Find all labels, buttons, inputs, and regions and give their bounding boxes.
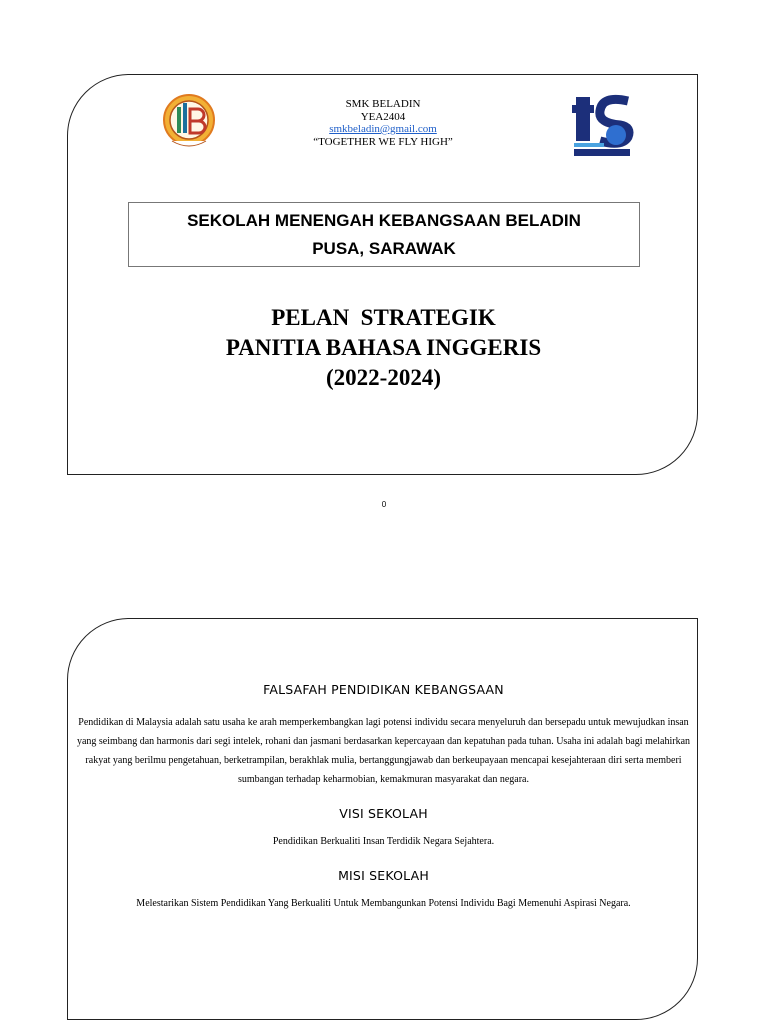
plan-title-line2: PANITIA BAHASA INGGERIS [225, 335, 542, 360]
school-location: PUSA, SARAWAK [312, 239, 456, 258]
plan-title-line3: (2022-2024) [326, 365, 441, 390]
visi-heading: VISI SEKOLAH [339, 806, 428, 821]
school-contact-block [248, 98, 518, 148]
school-crest-icon [162, 93, 216, 151]
school-full-name: SEKOLAH MENENGAH KEBANGSAAN BELADIN [187, 211, 581, 230]
ts25-logo-icon [570, 91, 634, 161]
philosophy-card [67, 618, 698, 1020]
plan-title [68, 303, 699, 393]
school-code: YEA2404 [360, 110, 406, 123]
page-number: 0 [381, 500, 387, 509]
school-short-name: SMK BELADIN [345, 98, 421, 110]
misi-text: Melestarikan Sistem Pendidikan Yang Berkualiti Untuk Membangunkan Potensi Individu Bagi Memenuhi Aspirasi Negara. [136, 898, 631, 909]
school-motto: “TOGETHER WE FLY HIGH” [313, 135, 453, 148]
email-link[interactable]: smkbeladin@gmail.com [329, 123, 437, 135]
school-name-box [128, 202, 640, 267]
fpk-heading: FALSAFAH PENDIDIKAN KEBANGSAAN [263, 682, 504, 697]
plan-title-line1: PELAN STRATEGIK [271, 305, 496, 330]
cover-card [67, 74, 698, 475]
visi-text: Pendidikan Berkualiti Insan Terdidik Negara Sejahtera. [272, 836, 495, 847]
misi-heading: MISI SEKOLAH [338, 868, 429, 883]
fpk-text: Pendidikan di Malaysia adalah satu usaha ke arah memperkembangkan lagi potensi individu secara menyeluruh dan bersepadu untuk mewujudkan insan yang seimbang dan harmonis dari segi intelek, rohani dan jasmani berdasarkan kepercayaan dan kepatuhan pada tuhan. Usaha ini adalah bagi melahirkan rakyat yang berilmu pengetahuan, berketrampilan, berakhlak mulia, bertanggungjawab dan berkeupayaan mencapai kesejahteraan diri serta memberi sumbangan terhadap keharmobian, kemakmuran masyarakat dan negara. [76, 717, 691, 785]
